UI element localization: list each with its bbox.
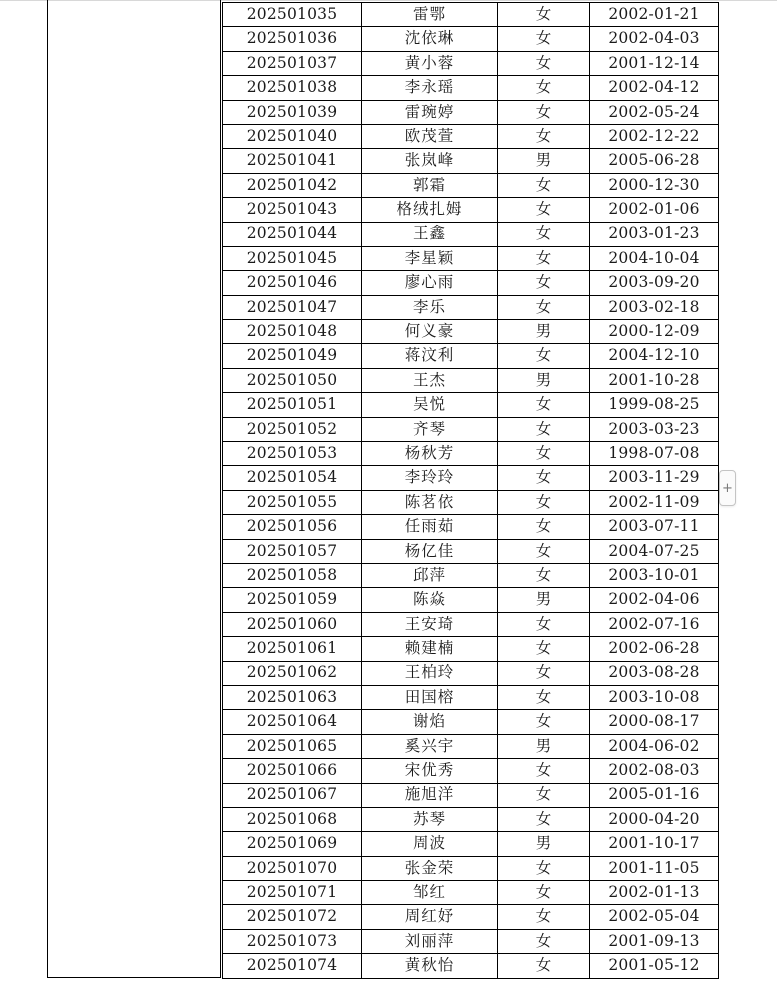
- birth-date-cell: 2004-06-02: [590, 734, 719, 758]
- gender-cell: 男: [498, 588, 590, 612]
- student-name-cell: 奚兴宇: [362, 734, 498, 758]
- birth-date-cell: 1998-07-08: [590, 442, 719, 466]
- table-row: [223, 368, 719, 392]
- student-id-cell: 202501067: [223, 783, 362, 807]
- birth-date-cell: 2000-04-20: [590, 807, 719, 831]
- birth-date-cell: 2003-09-20: [590, 271, 719, 295]
- student-name-cell: 张岚峰: [362, 149, 498, 173]
- student-id-cell: 202501064: [223, 710, 362, 734]
- student-name-cell: 杨亿佳: [362, 539, 498, 563]
- table-row: [223, 393, 719, 417]
- birth-date-cell: 2002-04-03: [590, 27, 719, 51]
- student-id-cell: 202501049: [223, 344, 362, 368]
- table-row: [223, 685, 719, 709]
- student-name-cell: 刘丽萍: [362, 929, 498, 953]
- birth-date-cell: 1999-08-25: [590, 393, 719, 417]
- table-row: [223, 466, 719, 490]
- student-name-cell: 齐琴: [362, 417, 498, 441]
- birth-date-cell: 2002-05-24: [590, 100, 719, 124]
- student-name-cell: 廖心雨: [362, 271, 498, 295]
- birth-date-cell: 2002-01-06: [590, 198, 719, 222]
- table-row: [223, 856, 719, 880]
- gender-cell: 女: [498, 222, 590, 246]
- gender-cell: 女: [498, 51, 590, 75]
- gender-cell: 男: [498, 734, 590, 758]
- table-row: [223, 51, 719, 75]
- gender-cell: 男: [498, 368, 590, 392]
- table-row: [223, 661, 719, 685]
- student-id-cell: 202501046: [223, 271, 362, 295]
- table-row: [223, 637, 719, 661]
- table-row: [223, 710, 719, 734]
- table-row: [223, 807, 719, 831]
- gender-cell: 女: [498, 856, 590, 880]
- gender-cell: 女: [498, 710, 590, 734]
- student-id-cell: 202501040: [223, 124, 362, 148]
- student-name-cell: 邹红: [362, 881, 498, 905]
- table-row: [223, 954, 719, 978]
- gender-cell: 女: [498, 685, 590, 709]
- student-name-cell: 陈焱: [362, 588, 498, 612]
- gender-cell: 女: [498, 929, 590, 953]
- gender-cell: 女: [498, 466, 590, 490]
- gender-cell: 男: [498, 149, 590, 173]
- birth-date-cell: 2003-02-18: [590, 295, 719, 319]
- student-name-cell: 吴悦: [362, 393, 498, 417]
- birth-date-cell: 2001-10-28: [590, 368, 719, 392]
- student-roster-table: [222, 2, 719, 979]
- table-row: [223, 295, 719, 319]
- birth-date-cell: 2001-11-05: [590, 856, 719, 880]
- gender-cell: 女: [498, 442, 590, 466]
- table-row: [223, 588, 719, 612]
- student-name-cell: 苏琴: [362, 807, 498, 831]
- table-row: [223, 124, 719, 148]
- birth-date-cell: 2003-10-08: [590, 685, 719, 709]
- student-id-cell: 202501061: [223, 637, 362, 661]
- table-row: [223, 198, 719, 222]
- add-row-button[interactable]: [719, 470, 736, 506]
- student-id-cell: 202501039: [223, 100, 362, 124]
- student-name-cell: 李玲玲: [362, 466, 498, 490]
- student-name-cell: 张金荣: [362, 856, 498, 880]
- student-name-cell: 郭霜: [362, 173, 498, 197]
- student-name-cell: 谢焰: [362, 710, 498, 734]
- table-row: [223, 905, 719, 929]
- student-id-cell: 202501056: [223, 515, 362, 539]
- student-id-cell: 202501044: [223, 222, 362, 246]
- student-id-cell: 202501038: [223, 76, 362, 100]
- student-name-cell: 周波: [362, 832, 498, 856]
- gender-cell: 女: [498, 954, 590, 978]
- table-row: [223, 246, 719, 270]
- table-row: [223, 929, 719, 953]
- student-name-cell: 黄小蓉: [362, 51, 498, 75]
- gender-cell: 女: [498, 27, 590, 51]
- gender-cell: 女: [498, 124, 590, 148]
- student-id-cell: 202501063: [223, 685, 362, 709]
- table-row: [223, 832, 719, 856]
- student-id-cell: 202501048: [223, 320, 362, 344]
- birth-date-cell: 2002-11-09: [590, 490, 719, 514]
- student-id-cell: 202501052: [223, 417, 362, 441]
- student-name-cell: 邱萍: [362, 563, 498, 587]
- gender-cell: 女: [498, 100, 590, 124]
- gender-cell: 女: [498, 661, 590, 685]
- student-name-cell: 施旭洋: [362, 783, 498, 807]
- birth-date-cell: 2003-08-28: [590, 661, 719, 685]
- table-row: [223, 417, 719, 441]
- table-row: [223, 3, 719, 27]
- table-row: [223, 222, 719, 246]
- gender-cell: 女: [498, 637, 590, 661]
- gender-cell: 女: [498, 393, 590, 417]
- gender-cell: 女: [498, 759, 590, 783]
- birth-date-cell: 2002-05-04: [590, 905, 719, 929]
- student-id-cell: 202501073: [223, 929, 362, 953]
- student-id-cell: 202501042: [223, 173, 362, 197]
- student-id-cell: 202501071: [223, 881, 362, 905]
- student-name-cell: 周红妤: [362, 905, 498, 929]
- student-id-cell: 202501050: [223, 368, 362, 392]
- student-name-cell: 欧茂萱: [362, 124, 498, 148]
- gender-cell: 女: [498, 515, 590, 539]
- table-row: [223, 271, 719, 295]
- birth-date-cell: 2004-12-10: [590, 344, 719, 368]
- table-row: [223, 100, 719, 124]
- table-row: [223, 76, 719, 100]
- gender-cell: 女: [498, 344, 590, 368]
- table-row: [223, 563, 719, 587]
- student-name-cell: 沈依琳: [362, 27, 498, 51]
- gender-cell: 女: [498, 173, 590, 197]
- gender-cell: 女: [498, 417, 590, 441]
- birth-date-cell: 2001-09-13: [590, 929, 719, 953]
- table-row: [223, 173, 719, 197]
- student-id-cell: 202501045: [223, 246, 362, 270]
- student-id-cell: 202501066: [223, 759, 362, 783]
- table-row: [223, 344, 719, 368]
- birth-date-cell: 2001-12-14: [590, 51, 719, 75]
- student-id-cell: 202501057: [223, 539, 362, 563]
- birth-date-cell: 2003-03-23: [590, 417, 719, 441]
- student-id-cell: 202501062: [223, 661, 362, 685]
- student-name-cell: 田国榕: [362, 685, 498, 709]
- table-row: [223, 539, 719, 563]
- merged-group-cell: [47, 0, 221, 978]
- student-name-cell: 李星颖: [362, 246, 498, 270]
- table-row: [223, 612, 719, 636]
- birth-date-cell: 2000-08-17: [590, 710, 719, 734]
- gender-cell: 女: [498, 807, 590, 831]
- student-id-cell: 202501036: [223, 27, 362, 51]
- birth-date-cell: 2005-01-16: [590, 783, 719, 807]
- student-name-cell: 王杰: [362, 368, 498, 392]
- birth-date-cell: 2003-10-01: [590, 563, 719, 587]
- birth-date-cell: 2002-01-13: [590, 881, 719, 905]
- student-id-cell: 202501074: [223, 954, 362, 978]
- table-row: [223, 149, 719, 173]
- birth-date-cell: 2000-12-30: [590, 173, 719, 197]
- gender-cell: 女: [498, 246, 590, 270]
- gender-cell: 女: [498, 905, 590, 929]
- student-name-cell: 格绒扎姆: [362, 198, 498, 222]
- student-id-cell: 202501068: [223, 807, 362, 831]
- student-name-cell: 黄秋怡: [362, 954, 498, 978]
- plus-icon: +: [722, 480, 733, 496]
- table-row: [223, 783, 719, 807]
- student-id-cell: 202501054: [223, 466, 362, 490]
- student-name-cell: 蒋汶利: [362, 344, 498, 368]
- student-name-cell: 任雨茹: [362, 515, 498, 539]
- table-row: [223, 515, 719, 539]
- student-id-cell: 202501051: [223, 393, 362, 417]
- table-row: [223, 320, 719, 344]
- birth-date-cell: 2002-12-22: [590, 124, 719, 148]
- birth-date-cell: 2002-06-28: [590, 637, 719, 661]
- birth-date-cell: 2004-07-25: [590, 539, 719, 563]
- student-id-cell: 202501047: [223, 295, 362, 319]
- student-id-cell: 202501037: [223, 51, 362, 75]
- student-id-cell: 202501072: [223, 905, 362, 929]
- student-name-cell: 何义豪: [362, 320, 498, 344]
- student-name-cell: 王鑫: [362, 222, 498, 246]
- birth-date-cell: 2000-12-09: [590, 320, 719, 344]
- student-id-cell: 202501055: [223, 490, 362, 514]
- gender-cell: 女: [498, 76, 590, 100]
- gender-cell: 女: [498, 295, 590, 319]
- birth-date-cell: 2002-01-21: [590, 3, 719, 27]
- birth-date-cell: 2003-01-23: [590, 222, 719, 246]
- student-name-cell: 李永瑶: [362, 76, 498, 100]
- student-id-cell: 202501065: [223, 734, 362, 758]
- gender-cell: 女: [498, 881, 590, 905]
- birth-date-cell: 2003-11-29: [590, 466, 719, 490]
- gender-cell: 男: [498, 320, 590, 344]
- student-name-cell: 王安琦: [362, 612, 498, 636]
- student-name-cell: 雷琬婷: [362, 100, 498, 124]
- student-id-cell: 202501070: [223, 856, 362, 880]
- student-name-cell: 王柏玲: [362, 661, 498, 685]
- birth-date-cell: 2001-10-17: [590, 832, 719, 856]
- gender-cell: 女: [498, 198, 590, 222]
- student-name-cell: 陈茗依: [362, 490, 498, 514]
- table-row: [223, 881, 719, 905]
- student-name-cell: 杨秋芳: [362, 442, 498, 466]
- student-name-cell: 李乐: [362, 295, 498, 319]
- birth-date-cell: 2003-07-11: [590, 515, 719, 539]
- student-name-cell: 赖建楠: [362, 637, 498, 661]
- student-id-cell: 202501041: [223, 149, 362, 173]
- student-id-cell: 202501059: [223, 588, 362, 612]
- birth-date-cell: 2004-10-04: [590, 246, 719, 270]
- birth-date-cell: 2005-06-28: [590, 149, 719, 173]
- table-row: [223, 734, 719, 758]
- student-name-cell: 雷鄂: [362, 3, 498, 27]
- gender-cell: 男: [498, 832, 590, 856]
- gender-cell: 女: [498, 563, 590, 587]
- table-row: [223, 27, 719, 51]
- gender-cell: 女: [498, 783, 590, 807]
- student-id-cell: 202501053: [223, 442, 362, 466]
- table-row: [223, 490, 719, 514]
- student-id-cell: 202501035: [223, 3, 362, 27]
- student-id-cell: 202501043: [223, 198, 362, 222]
- birth-date-cell: 2002-07-16: [590, 612, 719, 636]
- gender-cell: 女: [498, 490, 590, 514]
- gender-cell: 女: [498, 612, 590, 636]
- student-id-cell: 202501060: [223, 612, 362, 636]
- student-name-cell: 宋优秀: [362, 759, 498, 783]
- birth-date-cell: 2002-04-12: [590, 76, 719, 100]
- roster-body: [223, 3, 719, 979]
- birth-date-cell: 2002-08-03: [590, 759, 719, 783]
- student-id-cell: 202501058: [223, 563, 362, 587]
- table-row: [223, 442, 719, 466]
- birth-date-cell: 2001-05-12: [590, 954, 719, 978]
- birth-date-cell: 2002-04-06: [590, 588, 719, 612]
- gender-cell: 女: [498, 271, 590, 295]
- gender-cell: 女: [498, 539, 590, 563]
- student-id-cell: 202501069: [223, 832, 362, 856]
- gender-cell: 女: [498, 3, 590, 27]
- table-row: [223, 759, 719, 783]
